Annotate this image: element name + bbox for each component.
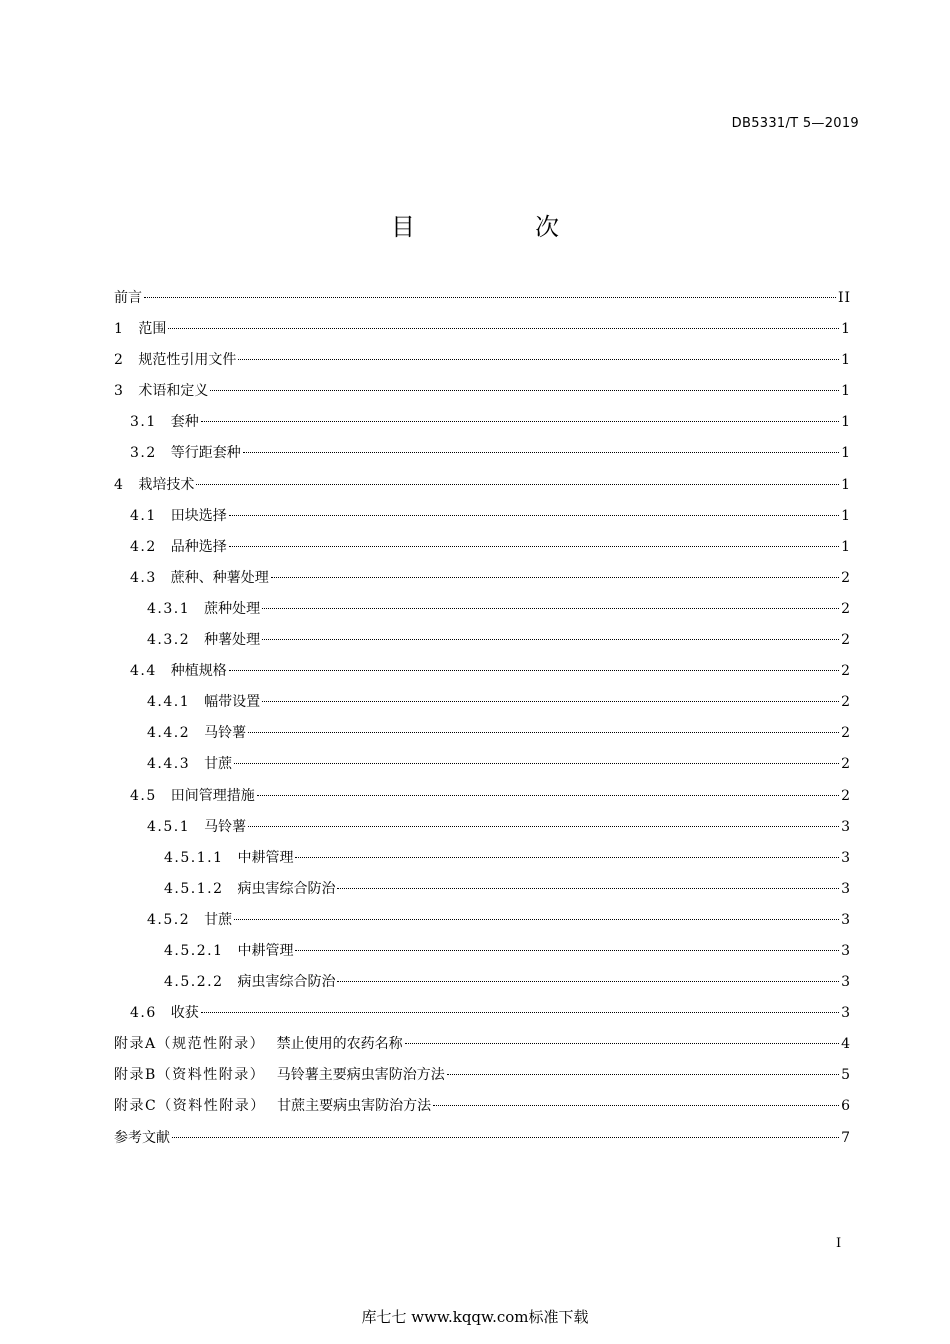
toc-entry-label: [164, 937, 293, 965]
toc-dot-leader: [201, 421, 839, 422]
toc-dot-leader: [248, 826, 839, 827]
toc-entry-text: 甘蔗主要病虫害防治方法: [277, 1098, 432, 1115]
toc-entry-label: [130, 782, 255, 810]
toc-entry-text: 马铃薯主要病虫害防治方法: [276, 1067, 445, 1084]
toc-entry-text: 病虫害综合防治: [237, 880, 336, 897]
toc-dot-leader: [229, 515, 839, 516]
toc-entry-number: 3.1: [130, 414, 157, 431]
toc-dot-leader: [248, 732, 839, 733]
toc-entry-label: [130, 502, 227, 530]
toc-dot-leader: [433, 1105, 839, 1106]
toc-entry-text: 种薯处理: [204, 632, 261, 649]
table-of-contents: [114, 284, 851, 1155]
toc-entry-text: 蔗种处理: [204, 600, 261, 617]
toc-dot-leader: [262, 701, 839, 702]
toc-entry[interactable]: [114, 688, 851, 719]
toc-entry-text: 规范性引用文件: [138, 352, 237, 369]
toc-dot-leader: [201, 1012, 839, 1013]
toc-entry-number: 3.2: [130, 445, 157, 462]
toc-entry-text: 范围: [138, 321, 167, 338]
toc-entry[interactable]: [114, 502, 851, 533]
toc-entry[interactable]: [114, 439, 851, 470]
toc-entry-page: 2: [841, 694, 851, 711]
toc-entry-text: 中耕管理: [237, 849, 294, 866]
toc-entry-label: [130, 657, 227, 685]
toc-entry[interactable]: [114, 1061, 851, 1092]
toc-dot-leader: [234, 919, 839, 920]
toc-entry-page: 2: [841, 756, 851, 773]
toc-dot-leader: [337, 888, 839, 889]
toc-entry[interactable]: [114, 408, 851, 439]
toc-entry[interactable]: [114, 906, 851, 937]
toc-entry[interactable]: [114, 750, 851, 781]
toc-dot-leader: [295, 950, 839, 951]
toc-entry[interactable]: [114, 968, 851, 999]
toc-entry[interactable]: [114, 346, 851, 377]
toc-entry-label: [114, 377, 208, 405]
toc-entry-number: 4.4.3: [147, 756, 191, 773]
toc-entry-text: 等行距套种: [170, 445, 241, 462]
toc-dot-leader: [238, 359, 839, 360]
toc-entry-text: 收获: [170, 1005, 199, 1022]
footer-watermark-text: 库七七 www.kqqw.com标准下载: [361, 1308, 589, 1326]
toc-entry-text: 参考文献: [114, 1129, 170, 1146]
toc-entry-text: 前言: [114, 290, 142, 306]
toc-entry-page: 2: [841, 632, 851, 649]
toc-entry-label: [130, 439, 241, 467]
toc-dot-leader: [172, 1137, 839, 1138]
toc-entry-label: [164, 844, 293, 872]
toc-entry-page: 3: [841, 942, 851, 959]
toc-entry[interactable]: [114, 1092, 851, 1123]
toc-dot-leader: [144, 297, 836, 298]
toc-entry-number: 4.3.1: [147, 600, 191, 617]
toc-entry-text: 田块选择: [170, 507, 227, 524]
toc-entry-page: 2: [841, 663, 851, 680]
toc-dot-leader: [196, 484, 839, 485]
toc-entry-text: 马铃薯: [204, 818, 247, 835]
toc-entry-number: 附录C（资料性附录）: [114, 1098, 259, 1115]
toc-entry-number: 4.5.2.2: [164, 974, 224, 991]
toc-entry-text: 品种选择: [170, 538, 227, 555]
toc-entry-label: [114, 284, 142, 312]
toc-entry[interactable]: [114, 1124, 851, 1155]
page-title: 目 次: [391, 213, 607, 241]
toc-dot-leader: [229, 546, 839, 547]
toc-dot-leader: [447, 1074, 839, 1075]
toc-entry[interactable]: [114, 844, 851, 875]
toc-entry-page: 3: [841, 1005, 851, 1022]
toc-entry[interactable]: [114, 626, 851, 657]
toc-dot-leader: [262, 639, 839, 640]
toc-entry-page: 3: [841, 880, 851, 897]
toc-entry-page: 1: [841, 476, 851, 493]
toc-entry-label: [114, 471, 194, 499]
toc-entry[interactable]: [114, 657, 851, 688]
toc-entry-number: 4.5.1.2: [164, 880, 224, 897]
toc-entry-text: 蔗种、种薯处理: [170, 569, 269, 586]
toc-entry-text: 田间管理措施: [170, 787, 255, 804]
toc-entry[interactable]: [114, 315, 851, 346]
toc-entry-number: 4.6: [130, 1005, 157, 1022]
toc-entry[interactable]: [114, 471, 851, 502]
toc-entry-label: [147, 750, 232, 778]
toc-entry-label: [147, 813, 246, 841]
toc-entry-page: 3: [841, 974, 851, 991]
toc-entry-page: 2: [841, 600, 851, 617]
toc-entry-label: [114, 1124, 170, 1152]
toc-entry-number: 4.5.1.1: [164, 849, 224, 866]
toc-dot-leader: [257, 795, 839, 796]
toc-entry-number: 3: [114, 383, 125, 400]
toc-entry-label: [130, 408, 199, 436]
toc-entry-number: 4.4.2: [147, 725, 191, 742]
toc-entry[interactable]: [114, 782, 851, 813]
toc-entry-page: 3: [841, 818, 851, 835]
toc-entry-page: 2: [841, 725, 851, 742]
toc-entry-label: [147, 906, 232, 934]
toc-entry-number: 附录B（资料性附录）: [114, 1067, 259, 1084]
document-code: DB5331/T 5—2019: [731, 116, 859, 131]
toc-dot-leader: [210, 390, 839, 391]
toc-entry-number: 4.4.1: [147, 694, 191, 711]
toc-entry[interactable]: [114, 719, 851, 750]
toc-entry-number: 4.4: [130, 663, 157, 680]
toc-entry-number: 2: [114, 352, 125, 369]
toc-entry-number: 4.2: [130, 538, 157, 555]
toc-dot-leader: [337, 981, 839, 982]
toc-entry-label: [114, 1030, 403, 1058]
toc-entry-number: 1: [114, 321, 125, 338]
toc-entry[interactable]: [114, 813, 851, 844]
toc-entry-page: 6: [841, 1098, 851, 1115]
toc-entry-page: 7: [841, 1129, 851, 1146]
toc-entry-label: [114, 1092, 431, 1120]
toc-entry-page: 2: [841, 787, 851, 804]
toc-entry[interactable]: [114, 595, 851, 626]
toc-dot-leader: [295, 857, 839, 858]
toc-entry-page: 1: [841, 445, 851, 462]
toc-dot-leader: [405, 1043, 840, 1044]
toc-entry-number: 4.3: [130, 569, 157, 586]
toc-entry-number: 4.5.2: [147, 911, 191, 928]
toc-entry-text: 种植规格: [170, 663, 227, 680]
toc-entry[interactable]: [114, 1030, 851, 1061]
toc-entry-page: 3: [841, 911, 851, 928]
toc-entry[interactable]: [114, 937, 851, 968]
toc-entry-label: [114, 1061, 445, 1089]
toc-entry-text: 禁止使用的农药名称: [276, 1036, 403, 1053]
toc-entry-number: 4.1: [130, 507, 157, 524]
toc-entry-label: [147, 688, 260, 716]
toc-entry-number: 4.5.2.1: [164, 942, 224, 959]
toc-dot-leader: [262, 608, 839, 609]
toc-entry-label: [164, 968, 335, 996]
toc-entry-label: [114, 346, 236, 374]
toc-entry-page: II: [837, 290, 851, 306]
toc-entry-label: [130, 533, 227, 561]
toc-entry-label: [147, 626, 260, 654]
toc-dot-leader: [168, 328, 839, 329]
toc-entry-page: 2: [841, 569, 851, 586]
toc-entry-label: [114, 315, 166, 343]
toc-dot-leader: [271, 577, 839, 578]
toc-entry-label: [147, 595, 260, 623]
toc-entry[interactable]: [114, 999, 851, 1030]
toc-entry-number: 4.3.2: [147, 632, 191, 649]
toc-entry-label: [130, 999, 199, 1027]
toc-dot-leader: [229, 670, 839, 671]
toc-entry-text: 甘蔗: [204, 756, 233, 773]
toc-entry[interactable]: [114, 875, 851, 906]
toc-entry[interactable]: [114, 377, 851, 408]
toc-entry-text: 马铃薯: [204, 725, 247, 742]
toc-entry-text: 术语和定义: [138, 383, 209, 400]
toc-entry-label: [164, 875, 335, 903]
toc-entry-text: 病虫害综合防治: [237, 974, 336, 991]
toc-dot-leader: [243, 452, 839, 453]
toc-entry-text: 中耕管理: [237, 942, 294, 959]
toc-entry-page: 3: [841, 849, 851, 866]
toc-entry-page: 4: [841, 1036, 851, 1053]
toc-entry-label: [147, 719, 246, 747]
toc-entry-text: 甘蔗: [204, 911, 233, 928]
toc-entry-page: 1: [841, 383, 851, 400]
toc-entry-page: 1: [841, 538, 851, 555]
toc-entry-number: 4.5: [130, 787, 157, 804]
toc-entry-page: 1: [841, 352, 851, 369]
toc-entry-number: 4.5.1: [147, 818, 191, 835]
toc-dot-leader: [234, 763, 839, 764]
toc-entry-text: 套种: [170, 414, 199, 431]
toc-entry[interactable]: [114, 564, 851, 595]
toc-entry-text: 幅带设置: [204, 694, 261, 711]
toc-entry-page: 1: [841, 414, 851, 431]
toc-entry[interactable]: [114, 533, 851, 564]
toc-entry[interactable]: [114, 284, 851, 315]
toc-entry-number: 附录A（规范性附录）: [114, 1036, 259, 1053]
toc-entry-number: 4: [114, 476, 125, 493]
page-number: I: [836, 1236, 842, 1251]
toc-entry-page: 5: [841, 1067, 851, 1084]
toc-entry-page: 1: [841, 321, 851, 338]
toc-entry-text: 栽培技术: [138, 476, 195, 493]
toc-entry-page: 1: [841, 507, 851, 524]
toc-entry-label: [130, 564, 269, 592]
